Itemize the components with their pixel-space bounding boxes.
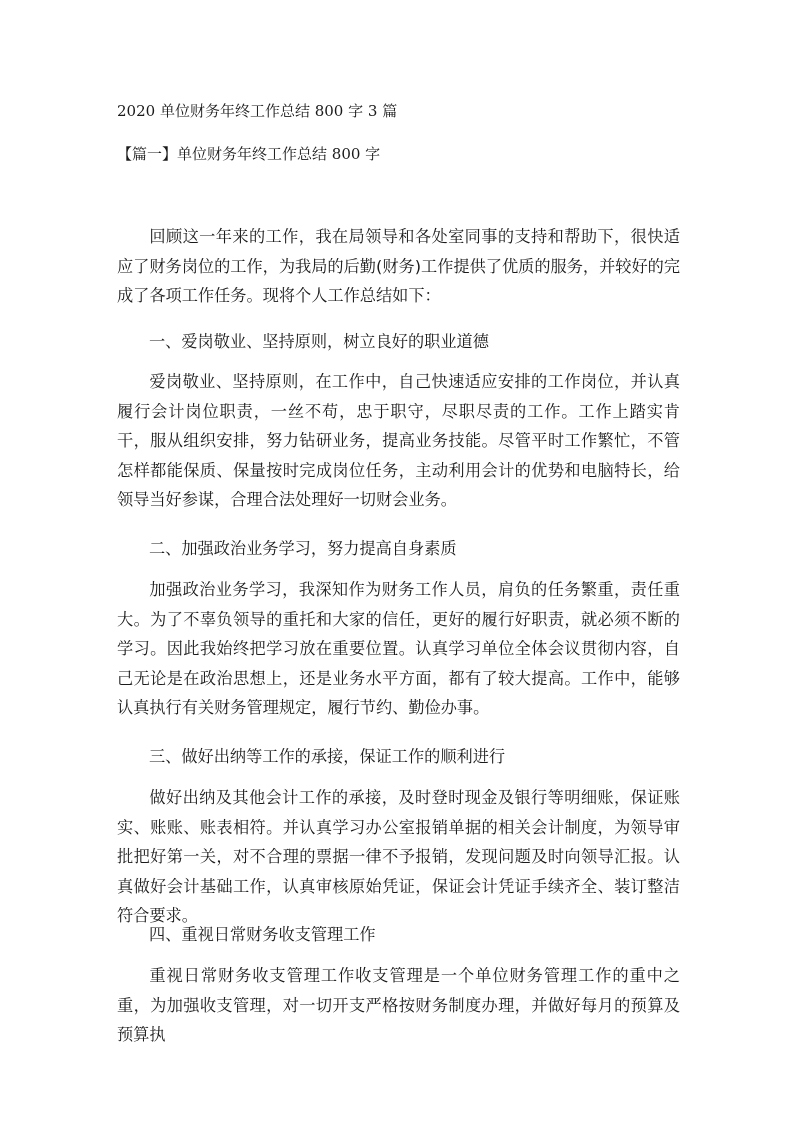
paragraph-2: 加强政治业务学习，我深知作为财务工作人员，肩负的任务繁重，责任重大。为了不辜负领导的重托和大家的信任，更好的履行好职责，就必须不断的学习。因此我始终把学习放在重要位置。认真学习单位全体会议贯彻内容，自己无论是在政治思想上，还是业务水平方面，都有了较大提高。工作中，能够认真执行有关财务管理规定，履行节约、勤俭办事。 [117, 580, 680, 717]
paragraph-3: 做好出纳及其他会计工作的承接，及时登时现金及银行等明细账，保证账实、账账、账表相符。并认真学习办公室报销单据的相关会计制度，为领导审批把好第一关，对不合理的票据一律不予报销，发现问题及时向领导汇报。认真做好会计基础工作，认真审核原始凭证，保证会计凭证手续齐全、装订整洁符合要求。 [117, 788, 680, 925]
paragraph-4: 重视日常财务收支管理工作收支管理是一个单位财务管理工作的重中之重，为加强收支管理，对一切开支严格按财务制度办理，并做好每月的预算及预算执 [117, 966, 680, 1044]
paragraph-1: 爱岗敬业、坚持原则，在工作中，自己快速适应安排的工作岗位，并认真履行会计岗位职责，一丝不苟，忠于职守，尽职尽责的工作。工作上踏实肯干，服从组织安排，努力钻研业务，提高业务技能。尽管平时工作繁忙，不管怎样都能保质、保量按时完成岗位任务，主动利用会计的优势和电脑特长，给领导当好参谋，合理合法处理好一切财会业务。 [117, 372, 680, 509]
document-title: 2020 单位财务年终工作总结 800 字 3 篇 [117, 102, 398, 120]
section-title: 【篇一】单位财务年终工作总结 800 字 [117, 145, 381, 163]
heading-3: 三、做好出纳等工作的承接，保证工作的顺利进行 [149, 747, 506, 766]
heading-2: 二、加强政治业务学习，努力提高自身素质 [149, 539, 457, 558]
heading-4: 四、重视日常财务收支管理工作 [149, 925, 376, 944]
intro-paragraph: 回顾这一年来的工作，我在局领导和各处室同事的支持和帮助下，很快适应了财务岗位的工作，为我局的后勤(财务)工作提供了优质的服务，并较好的完成了各项工作任务。现将个人工作总结如下： [117, 227, 681, 305]
heading-1: 一、爱岗敬业、坚持原则，树立良好的职业道德 [149, 332, 489, 351]
